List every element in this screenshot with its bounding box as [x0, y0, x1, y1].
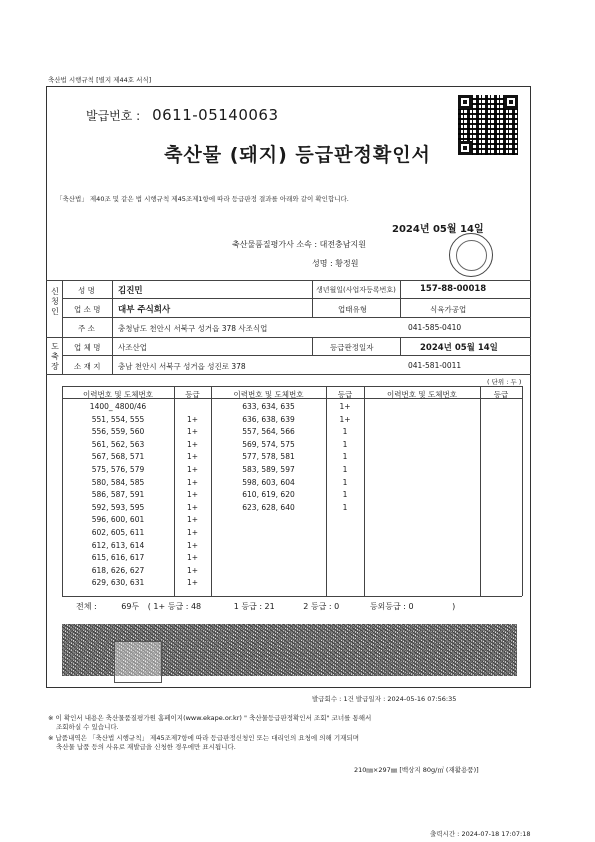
authority: 축산물품질평가사 소속 : 대전충남지원: [232, 240, 366, 249]
col1-id-5: 575, 576, 579: [91, 465, 145, 474]
col1-id-3: 561, 562, 563: [91, 439, 145, 449]
applicant-name: 김진민: [118, 286, 143, 296]
issue-number: 0611-05140063: [152, 106, 279, 124]
slaughter-location: 충남 천안시 서북구 성거읍 성진로 378: [118, 362, 246, 371]
col2-grade-3: 1: [342, 439, 348, 449]
slaughter-section-label: 도축장: [51, 342, 59, 371]
table-header-id-3: 이력번호 및 도체번호: [387, 390, 457, 399]
applicant-address: 충청남도 천안시 서북구 성거읍 378 사조식업: [118, 324, 268, 333]
col1-grade-3: 1+: [186, 439, 199, 449]
col2-id-7: 610, 619, 620: [242, 490, 295, 500]
col1-grade-14: 1+: [186, 578, 199, 588]
col1-id-9: 596, 600, 601: [91, 515, 145, 525]
reg-label: 생년월일(사업자등록번호): [316, 286, 396, 294]
col1-grade-2: 1+: [186, 427, 199, 437]
col2-id-6: 598, 603, 604: [242, 477, 295, 487]
intro-text: 「축산법」 제40조 및 같은 법 시행규칙 제45조제1항에 따라 등급판정 결과를 아래와 같이 확인합니다.: [56, 195, 349, 203]
col1-grade-12: 1+: [186, 553, 199, 563]
totals-close: ): [452, 602, 456, 611]
total-label: 전체 :: [76, 602, 97, 611]
col2-id-3: 569, 574, 575: [242, 439, 295, 449]
col2-grade-1: 1+: [339, 414, 351, 424]
grade-out-count: 등외등급 : 0: [369, 602, 414, 611]
col2-grade-4: 1: [342, 452, 348, 462]
table-header-id-1: 이력번호 및 도체번호: [83, 390, 153, 399]
unit-note: ( 단위 : 두 ): [487, 378, 522, 386]
col1-id-2: 556, 559, 560: [91, 427, 145, 437]
col1-id-10: 602, 605, 611: [91, 528, 145, 537]
col1-grade-5: 1+: [186, 465, 199, 474]
issue-label: 발급번호 :: [86, 109, 141, 123]
address-label: 주 소: [78, 324, 95, 333]
col1-id-8: 592, 593, 595: [91, 502, 145, 512]
grading-date: 2024년 05월 14일: [420, 343, 498, 353]
col1-id-7: 586, 587, 591: [91, 490, 145, 500]
col1-id-0: 1400_ 4800/46: [89, 402, 147, 411]
col1-id-4: 567, 568, 571: [91, 452, 145, 462]
slaughter-company: 사조산업: [118, 343, 147, 352]
col2-grade-7: 1: [342, 490, 348, 500]
col1-id-12: 615, 616, 617: [91, 553, 145, 563]
table-header-id-2: 이력번호 및 도체번호: [233, 390, 304, 399]
col2-grade-2: 1: [342, 427, 348, 437]
business-type-label: 업태유형: [338, 305, 367, 314]
footnote-2: ※ 납품내역은 「축산법 시행규칙」 제45조제7항에 따라 등급판정신청인 또는 대리인의 요청에 의해 기재되며: [48, 734, 360, 742]
col1-grade-11: 1+: [186, 540, 199, 550]
location-label: 소 재 지: [74, 362, 101, 371]
company-label: 업 소 명: [74, 305, 101, 314]
col1-grade-7: 1+: [186, 490, 199, 500]
col2-id-1: 636, 638, 639: [242, 414, 295, 424]
col2-id-2: 557, 564, 566: [242, 427, 295, 437]
form-caption: 축산법 시행규칙 [별지 제44호 서식]: [48, 76, 152, 84]
col1-grade-6: 1+: [186, 477, 199, 487]
signer: 성명 : 황정원: [312, 259, 359, 268]
official-seal-icon: [449, 233, 493, 277]
table-header-grade-3: 등급: [493, 390, 509, 399]
col1-id-14: 629, 630, 631: [91, 578, 145, 588]
total-value: 69두: [121, 602, 140, 611]
slaughter-phone: 041-581-0011: [408, 361, 462, 370]
footnote-1b: 조회하실 수 있습니다.: [56, 723, 119, 731]
col1-id-11: 612, 613, 614: [91, 540, 145, 550]
col1-grade-4: 1+: [186, 452, 199, 462]
applicant-phone: 041-585-0410: [408, 323, 462, 332]
totals-row: [76, 601, 455, 612]
document-title: 축산물 (돼지) 등급판정확인서: [164, 144, 431, 166]
footnote-1: ※ 이 확인서 내용은 축산물품질평가원 홈페이지(www.ekape.or.kr) " 축산물등급판정확인서 조회" 코너를 통해서: [48, 714, 372, 722]
grade-1-count: 1 등급 : 21: [233, 602, 275, 611]
security-pattern-box: [114, 641, 162, 683]
col1-id-6: 580, 584, 585: [91, 477, 145, 487]
col2-id-0: 633, 634, 635: [242, 402, 295, 411]
issue-date: 2024년 05월 14일: [392, 224, 484, 235]
grade-2-count: 2 등급 : 0: [303, 602, 340, 611]
col2-id-4: 577, 578, 581: [242, 452, 295, 462]
col2-id-8: 623, 628, 640: [242, 502, 295, 512]
col1-grade-10: 1+: [186, 528, 199, 537]
col1-grade-13: 1+: [186, 565, 199, 575]
applicant-name-label: 성 명: [78, 286, 95, 295]
col1-id-1: 551, 554, 555: [91, 414, 145, 424]
grade-1plus-count: ( 1+ 등급 : 48: [147, 602, 202, 611]
col2-grade-0: 1+: [339, 402, 351, 411]
applicant-section-label: 신청인: [51, 287, 59, 316]
col2-grade-8: 1: [342, 502, 348, 512]
output-time: 출력시간 : 2024-07-18 17:07:18: [430, 830, 531, 838]
table-header-grade-1: 등급: [185, 390, 200, 399]
document-frame: [46, 86, 531, 688]
business-type: 식육가공업: [430, 305, 467, 314]
slaughter-company-label: 업 체 명: [74, 343, 101, 352]
footnote-2b: 축산물 납품 등의 사유로 재발급을 신청한 경우에만 표시됩니다.: [56, 743, 236, 751]
grading-date-label: 등급판정일자: [330, 343, 374, 352]
issue-number-row: [86, 106, 279, 124]
col2-id-5: 583, 589, 597: [242, 465, 295, 474]
col1-grade-9: 1+: [186, 515, 199, 525]
paper-spec: 210㎜×297㎜ [백상지 80g/㎡ (재활용품)]: [354, 766, 479, 774]
table-header-grade-2: 등급: [337, 390, 353, 399]
reg-number: 157-88-00018: [420, 284, 487, 294]
col1-id-13: 618, 626, 627: [91, 565, 145, 575]
col1-grade-8: 1+: [186, 502, 199, 512]
company-name: 대부 주식회사: [118, 305, 171, 315]
col2-grade-6: 1: [342, 477, 348, 487]
col2-grade-5: 1: [342, 465, 348, 474]
col1-grade-1: 1+: [186, 414, 199, 424]
print-info: 발급회수 : 1건 발급일자 : 2024-05-16 07:56:35: [312, 695, 457, 703]
